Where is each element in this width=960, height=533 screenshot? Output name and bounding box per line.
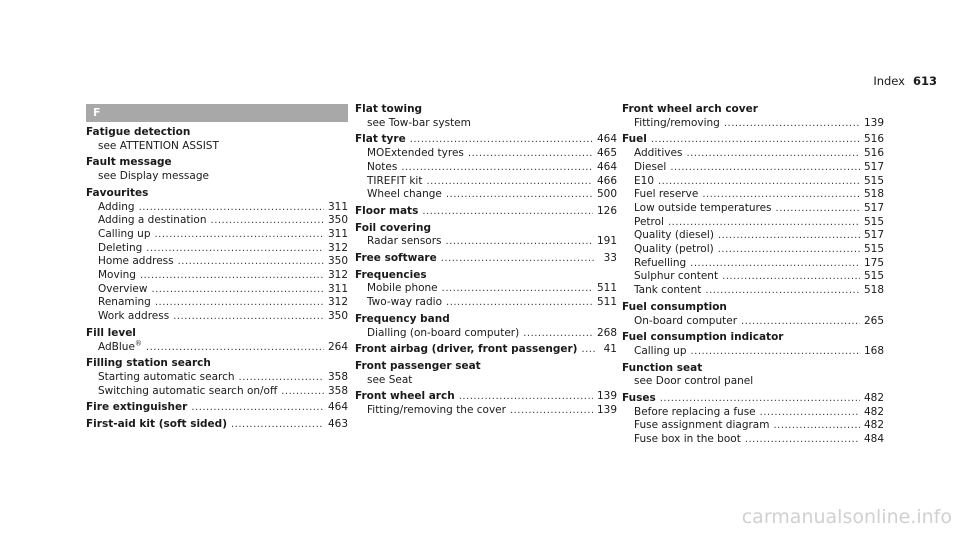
index-subentry — [355, 188, 617, 202]
subentry-text: MOExtended tyres — [367, 147, 464, 160]
index-heading — [355, 222, 617, 236]
index-entry — [355, 252, 617, 266]
subentry-label — [634, 202, 772, 216]
index-heading — [355, 343, 617, 357]
page-ref: 465 — [596, 147, 617, 160]
index-heading — [622, 103, 884, 117]
index-entry — [355, 133, 617, 202]
index-subentry — [622, 147, 884, 161]
subentry-label — [367, 175, 422, 189]
index-heading — [355, 252, 617, 266]
subentry-label — [367, 188, 442, 202]
index-heading — [355, 360, 617, 374]
page-ref: 41 — [603, 343, 617, 356]
subentry-label — [98, 242, 142, 256]
subentry-label — [634, 419, 769, 433]
page-ref: 464 — [596, 160, 617, 173]
page-ref: 516 — [863, 147, 884, 160]
leader-dots — [705, 284, 860, 298]
subentry-text: Switching automatic search on/off — [98, 384, 278, 397]
page-ref: 311 — [327, 227, 348, 240]
subentry-label — [634, 161, 666, 175]
leader-dots — [426, 175, 593, 189]
subentry-label — [98, 269, 136, 283]
heading-label: Function seat — [622, 361, 703, 374]
index-heading — [355, 205, 617, 219]
page-ref: 515 — [863, 174, 884, 187]
index-subentry — [622, 257, 884, 271]
subentry-label — [367, 404, 506, 418]
subentry-label — [634, 243, 714, 257]
subentry-text: Notes — [367, 160, 398, 173]
index-subentry — [86, 341, 348, 355]
subentry-text: Radar sensors — [367, 235, 442, 248]
subentry-label — [634, 257, 686, 271]
page-ref: 482 — [863, 405, 884, 418]
subentry-text: Refuelling — [634, 256, 687, 269]
subentry-text: Mobile phone — [367, 282, 438, 295]
subentry-label — [98, 201, 135, 215]
subentry-text: Overview — [98, 282, 148, 295]
index-entry — [86, 126, 348, 153]
index-column-3 — [622, 103, 884, 450]
index-subentry — [86, 310, 348, 324]
subentry-text: Low outside temperatures — [634, 201, 772, 214]
subentry-text: Quality (diesel) — [634, 229, 714, 242]
index-subentry — [622, 406, 884, 420]
subentry-label — [634, 284, 701, 298]
leader-dots — [660, 392, 860, 406]
subentry-text: Diesel — [634, 160, 667, 173]
subentry-text: Fuse assignment diagram — [634, 419, 770, 432]
leader-dots — [702, 188, 860, 202]
page-ref: 168 — [863, 344, 884, 357]
heading-label: Front wheel arch — [355, 390, 455, 403]
index-subentry — [622, 229, 884, 243]
index-subentry — [355, 175, 617, 189]
leader-dots — [410, 133, 593, 147]
index-heading — [622, 133, 884, 147]
subentry-label — [634, 117, 720, 131]
subentry-text: Renaming — [98, 296, 151, 309]
index-subentry — [622, 433, 884, 447]
leader-dots — [722, 270, 860, 284]
subentry-text: Home address — [98, 255, 174, 268]
subentry-text: Adding a destination — [98, 214, 207, 227]
index-entry — [355, 343, 617, 357]
leader-dots — [178, 255, 324, 269]
page-ref: 482 — [863, 392, 884, 405]
page-ref: 463 — [327, 418, 348, 431]
leader-dots — [760, 406, 860, 420]
subentry-label — [367, 147, 464, 161]
index-subentry — [622, 117, 884, 131]
heading-label: Fuel consumption indicator — [622, 331, 784, 344]
subentry-label — [367, 327, 519, 341]
leader-dots — [191, 401, 324, 415]
subentry-label — [634, 433, 741, 447]
leader-dots — [718, 243, 860, 257]
index-column-1 — [86, 104, 348, 435]
see-reference: see Tow-bar system — [367, 116, 471, 129]
index-subentry — [86, 269, 348, 283]
index-subentry — [355, 296, 617, 310]
index-subentry — [355, 147, 617, 161]
index-subentry — [622, 188, 884, 202]
subentry-label — [634, 345, 687, 359]
subentry-label — [98, 385, 277, 399]
index-subentry — [622, 216, 884, 230]
index-entry — [355, 269, 617, 310]
subentry-label — [98, 371, 235, 385]
subentry-text: Before replacing a fuse — [634, 405, 756, 418]
page-ref: 466 — [596, 174, 617, 187]
index-entry — [86, 401, 348, 415]
heading-label: Foil covering — [355, 221, 431, 234]
leader-dots — [446, 235, 593, 249]
index-subentry — [622, 284, 884, 298]
subentry-label — [98, 214, 207, 228]
heading-label: Front airbag (driver, front passenger) — [355, 343, 578, 356]
page-ref: 517 — [863, 160, 884, 173]
heading-label: Frequencies — [355, 268, 427, 281]
index-subentry — [622, 270, 884, 284]
index-entry — [355, 103, 617, 130]
subentry-label — [634, 216, 664, 230]
leader-dots — [446, 296, 593, 310]
page-ref: 268 — [596, 326, 617, 339]
index-subentry — [622, 345, 884, 359]
page-ref: 358 — [327, 384, 348, 397]
index-entry — [355, 390, 617, 417]
leader-dots — [523, 327, 593, 341]
page-ref: 139 — [596, 390, 617, 403]
index-subentry — [355, 327, 617, 341]
section-letter-bar: F — [86, 104, 348, 122]
index-heading — [355, 269, 617, 283]
heading-label: Fuel — [622, 133, 647, 146]
page-ref: 350 — [327, 255, 348, 268]
subentry-label — [634, 270, 718, 284]
heading-label: Fire extinguisher — [86, 401, 188, 414]
leader-dots — [446, 188, 593, 202]
heading-label: Favourites — [86, 186, 149, 199]
index-entry — [622, 331, 884, 358]
leader-dots — [658, 175, 860, 189]
index-heading — [355, 313, 617, 327]
leader-dots — [459, 390, 593, 404]
see-reference: see Door control panel — [634, 375, 754, 388]
leader-dots — [155, 228, 324, 242]
leader-dots — [211, 214, 324, 228]
index-entry — [622, 301, 884, 328]
index-heading — [622, 331, 884, 345]
subentry-text: Deleting — [98, 241, 143, 254]
index-entry — [355, 222, 617, 249]
index-entry — [622, 133, 884, 297]
page-ref: 464 — [596, 133, 617, 146]
index-entry — [355, 313, 617, 340]
heading-label: Fault message — [86, 156, 172, 169]
index-column-2 — [355, 103, 617, 421]
page-ref: 515 — [863, 215, 884, 228]
index-entry — [86, 357, 348, 398]
page-ref: 264 — [327, 340, 348, 353]
page-ref: 312 — [327, 296, 348, 309]
page-ref: 518 — [863, 188, 884, 201]
page-ref: 175 — [863, 256, 884, 269]
page-ref: 311 — [327, 282, 348, 295]
leader-dots — [231, 418, 324, 432]
page-ref: 511 — [596, 282, 617, 295]
subentry-text: Fitting/removing — [634, 116, 720, 129]
subentry-label — [634, 147, 682, 161]
index-entry — [355, 205, 617, 219]
page-ref: 500 — [596, 188, 617, 201]
leader-dots — [581, 343, 595, 357]
subentry-text: TIREFIT kit — [367, 174, 423, 187]
subentry-label — [98, 310, 169, 324]
leader-dots — [442, 282, 593, 296]
page-ref: 312 — [327, 269, 348, 282]
page-ref: 312 — [327, 241, 348, 254]
heading-label: Flat tyre — [355, 133, 406, 146]
leader-dots — [239, 371, 324, 385]
index-subentry — [622, 202, 884, 216]
subentry-text: Tank content — [634, 284, 702, 297]
page-ref: 464 — [327, 401, 348, 414]
heading-label: Fatigue detection — [86, 126, 191, 138]
subentry-label — [634, 406, 756, 420]
heading-label: Filling station search — [86, 357, 211, 370]
page-ref: 515 — [863, 270, 884, 283]
subentry-text: Quality (petrol) — [634, 243, 714, 256]
subentry-text: Moving — [98, 269, 136, 282]
index-entry — [622, 103, 884, 130]
leader-dots — [510, 404, 593, 418]
index-subentry — [622, 419, 884, 433]
subentry-text: Fuel reserve — [634, 188, 699, 201]
subentry-label — [367, 161, 397, 175]
page-ref: 139 — [863, 116, 884, 129]
subentry-text: On-board computer — [634, 314, 738, 327]
index-subentry — [355, 161, 617, 175]
page-ref: 311 — [327, 200, 348, 213]
index-heading — [86, 418, 348, 432]
subentry-text: Two-way radio — [367, 296, 443, 309]
subentry-label — [367, 296, 442, 310]
page-header — [873, 74, 937, 88]
subentry-label — [98, 255, 174, 269]
index-subentry — [355, 235, 617, 249]
leader-dots — [686, 147, 860, 161]
leader-dots — [773, 419, 859, 433]
leader-dots — [441, 252, 595, 266]
index-subentry — [86, 385, 348, 399]
index-heading — [355, 103, 617, 117]
index-heading — [86, 357, 348, 371]
leader-dots — [139, 201, 324, 215]
heading-label: Free software — [355, 252, 437, 265]
heading-label: Fuel consumption — [622, 300, 727, 313]
index-entry — [622, 392, 884, 447]
subentry-text: Fitting/removing the cover — [367, 404, 506, 417]
leader-dots — [146, 341, 324, 355]
leader-dots — [668, 216, 860, 230]
index-entry — [86, 327, 348, 354]
heading-label: Floor mats — [355, 204, 419, 217]
heading-label: First-aid kit (soft sided) — [86, 418, 227, 431]
see-reference: see Display message — [98, 170, 209, 183]
index-heading — [355, 390, 617, 404]
index-subentry — [86, 283, 348, 297]
page-ref: 482 — [863, 419, 884, 432]
leader-dots — [155, 296, 324, 310]
see-reference: see ATTENTION ASSIST — [98, 139, 219, 152]
index-entry — [622, 362, 884, 389]
index-heading — [86, 401, 348, 415]
subentry-label — [634, 175, 654, 189]
index-subentry — [86, 242, 348, 256]
subentry-label — [634, 188, 698, 202]
subentry-text: Petrol — [634, 215, 664, 228]
subentry-text: Fuse box in the boot — [634, 433, 741, 446]
page-ref: 517 — [863, 229, 884, 242]
subentry-text: Sulphur content — [634, 270, 719, 283]
page-ref: 191 — [596, 235, 617, 248]
leader-dots — [173, 310, 324, 324]
subentry-text: E10 — [634, 174, 654, 187]
index-subentry — [622, 315, 884, 329]
index-subentry — [622, 175, 884, 189]
index-subentry — [86, 228, 348, 242]
subentry-text: Additives — [634, 147, 683, 160]
heading-label: Flat towing — [355, 103, 423, 115]
leader-dots — [468, 147, 593, 161]
subentry-label — [367, 282, 438, 296]
watermark: carmanualsonline.info — [741, 506, 952, 528]
leader-dots — [691, 345, 860, 359]
index-heading — [355, 133, 617, 147]
page-ref: 265 — [863, 314, 884, 327]
leader-dots — [146, 242, 324, 256]
page-ref: 518 — [863, 284, 884, 297]
index-heading — [86, 187, 348, 201]
index-subentry — [86, 255, 348, 269]
leader-dots — [140, 269, 324, 283]
subentry-label — [367, 235, 442, 249]
index-entry — [86, 418, 348, 432]
index-entry — [86, 187, 348, 324]
subentry-label — [98, 283, 147, 297]
page-ref: 350 — [327, 310, 348, 323]
leader-dots — [670, 161, 860, 175]
subentry-label — [634, 229, 714, 243]
page-ref: 515 — [863, 243, 884, 256]
page-ref: 511 — [596, 296, 617, 309]
leader-dots — [776, 202, 860, 216]
leader-dots — [281, 385, 324, 399]
index-heading — [86, 156, 348, 170]
subentry-text: Work address — [98, 310, 170, 323]
subentry-label — [98, 341, 142, 355]
leader-dots — [718, 229, 860, 243]
page-ref: 517 — [863, 201, 884, 214]
registered-mark: ® — [134, 339, 142, 348]
leader-dots — [422, 205, 593, 219]
page-ref: 139 — [596, 404, 617, 417]
index-subentry — [86, 201, 348, 215]
header-label: Index — [873, 74, 905, 88]
page-ref: 516 — [863, 133, 884, 146]
subentry-text: Calling up — [634, 344, 687, 357]
leader-dots — [741, 315, 860, 329]
index-subentry — [622, 161, 884, 175]
subentry-label — [98, 228, 151, 242]
index-subentry — [86, 296, 348, 310]
heading-label: Fill level — [86, 326, 136, 339]
heading-label: Frequency band — [355, 312, 450, 325]
leader-dots — [724, 117, 860, 131]
index-subentry — [86, 214, 348, 228]
leader-dots — [651, 133, 860, 147]
index-subentry — [86, 371, 348, 385]
index-heading — [86, 126, 348, 140]
page-ref: 33 — [603, 252, 617, 265]
leader-dots — [151, 283, 324, 297]
heading-label: Fuses — [622, 392, 656, 405]
see-reference: see Seat — [367, 373, 413, 386]
page-ref: 350 — [327, 214, 348, 227]
subentry-label — [98, 296, 151, 310]
page-number: 613 — [912, 74, 937, 88]
subentry-text: Dialling (on-board computer) — [367, 326, 520, 339]
index-subentry — [622, 243, 884, 257]
leader-dots — [745, 433, 860, 447]
subentry-text: AdBlue — [98, 340, 135, 353]
page-ref: 358 — [327, 370, 348, 383]
subentry-label — [634, 315, 737, 329]
subentry-text: Calling up — [98, 227, 151, 240]
subentry-text: Starting automatic search — [98, 370, 235, 383]
index-subentry — [355, 282, 617, 296]
index-heading — [622, 301, 884, 315]
index-entry — [86, 156, 348, 183]
subentry-text: Adding — [98, 200, 135, 213]
leader-dots — [690, 257, 860, 271]
index-heading — [86, 327, 348, 341]
subentry-text: Wheel change — [367, 188, 442, 201]
page-ref: 484 — [863, 433, 884, 446]
heading-label: Front wheel arch cover — [622, 103, 758, 115]
heading-label: Front passenger seat — [355, 359, 481, 372]
leader-dots — [401, 161, 593, 175]
index-subentry — [355, 404, 617, 418]
index-heading — [622, 392, 884, 406]
index-entry — [355, 360, 617, 387]
index-heading — [622, 362, 884, 376]
page-ref: 126 — [596, 204, 617, 217]
